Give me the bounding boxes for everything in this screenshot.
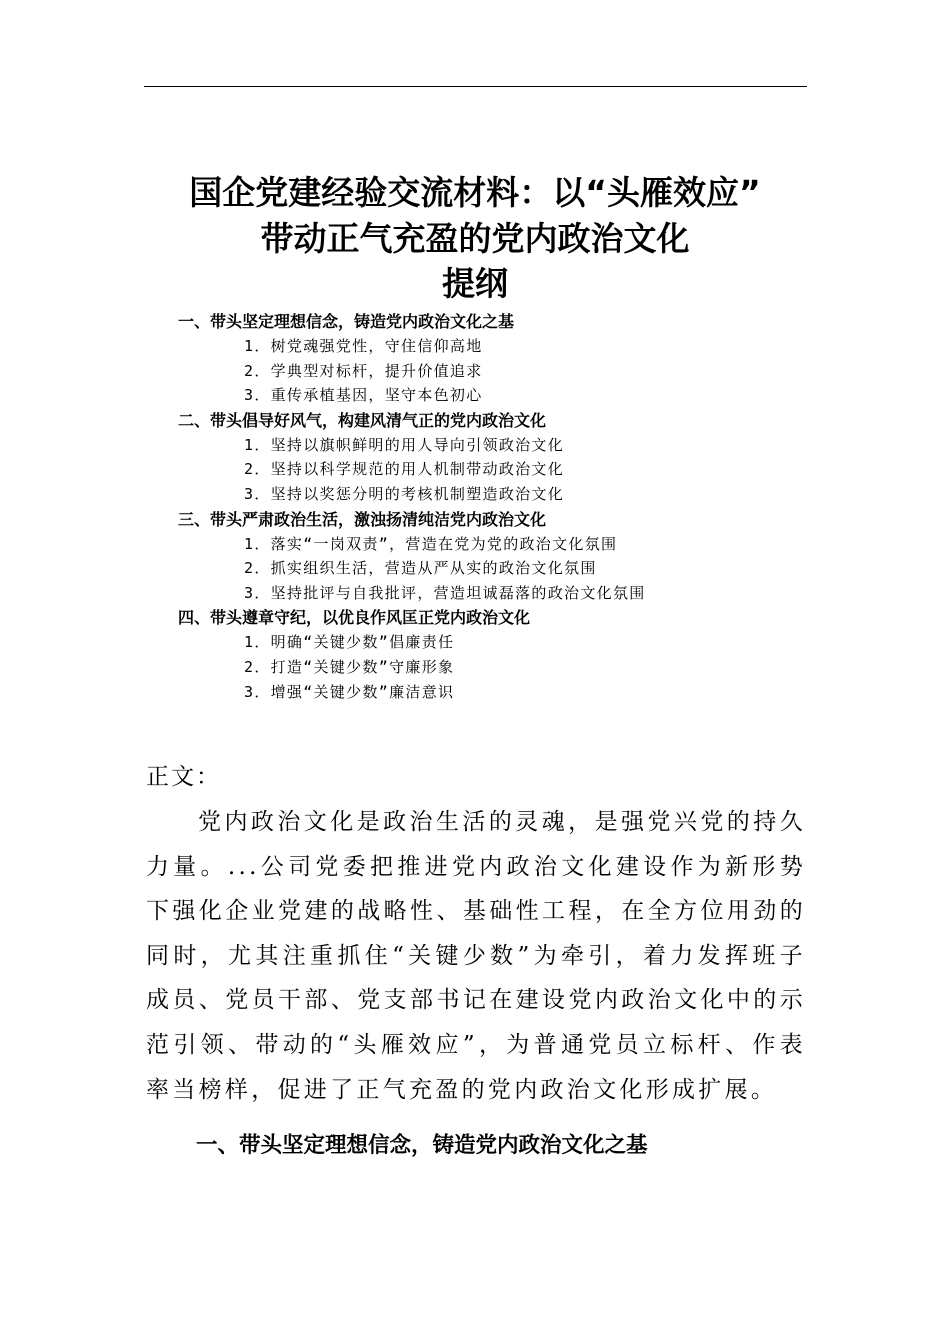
outline-item: 1．坚持以旗帜鲜明的用人导向引领政治文化 xyxy=(244,435,565,454)
document-title-line-2: 带动正气充盈的党内政治文化 xyxy=(260,219,690,258)
outline-item: 3．重传承植基因，坚守本色初心 xyxy=(244,386,483,405)
outline-section-heading: 四、带头遵章守纪，以优良作风匡正党内政治文化 xyxy=(178,608,531,628)
outline-item: 2．学典型对标杆，提升价值追求 xyxy=(244,361,483,380)
outline-heading: 提纲 xyxy=(442,264,508,303)
body-paragraph: 党内政治文化是政治生活的灵魂，是强党兴党的持久力量。...公司党委把推进党内政治文化建设作为新形势下强化企业党建的战略性、基础性工程，在全方位用劲的同时，尤其注重抓住“关键少数”为牵引，着力发挥班子成员、党员干部、党支部书记在建设党内政治文化中的示范引领、带动的“头雁效应”，为普通党员立标杆、作表率当榜样，促进了正气充盈的党内政治文化形成扩展。 xyxy=(146,809,806,1103)
outline-section-heading: 三、带头严肃政治生活，激浊扬清纯洁党内政治文化 xyxy=(178,509,547,529)
outline xyxy=(0,309,950,704)
outline-item: 1．树党魂强党性，守住信仰高地 xyxy=(244,337,483,355)
document-title-line-1: 国企党建经验交流材料：以“头雁效应” xyxy=(189,173,761,212)
outline-item: 1．落实“一岗双责”，营造在党为党的政治文化氛围 xyxy=(244,534,618,553)
outline-item: 2．打造“关键少数”守廉形象 xyxy=(244,657,455,676)
outline-item: 2．坚持以科学规范的用人机制带动政治文化 xyxy=(244,460,565,479)
body-label: 正文： xyxy=(146,764,221,790)
outline-item: 1．明确“关键少数”倡廉责任 xyxy=(244,633,455,652)
outline-item: 2．抓实组织生活，营造从严从实的政治文化氛围 xyxy=(244,559,597,578)
outline-item: 3．增强“关键少数”廉洁意识 xyxy=(244,682,455,701)
outline-item: 3．坚持批评与自我批评，营造坦诚磊落的政治文化氛围 xyxy=(244,583,646,602)
outline-section-heading: 一、带头坚定理想信念，铸造党内政治文化之基 xyxy=(178,312,515,331)
header-rule xyxy=(144,86,807,87)
body-section-heading: 一、带头坚定理想信念，铸造党内政治文化之基 xyxy=(196,1133,648,1158)
outline-section-heading: 二、带头倡导好风气，构建风清气正的党内政治文化 xyxy=(178,410,547,430)
outline-item: 3．坚持以奖惩分明的考核机制塑造政治文化 xyxy=(244,484,565,503)
